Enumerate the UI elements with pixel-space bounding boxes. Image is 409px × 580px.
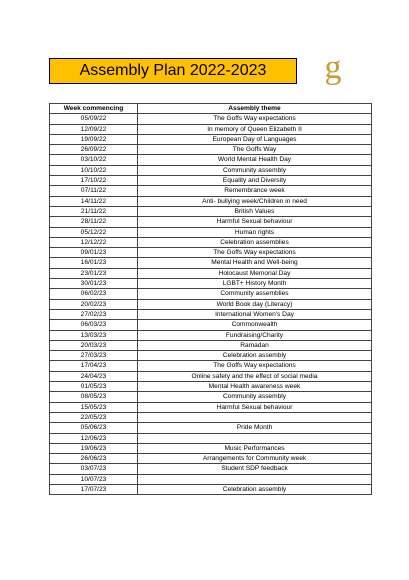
assembly-theme-cell: In memory of Queen Elizabeth II [138, 124, 372, 134]
week-commencing-cell: 22/05/23 [50, 412, 138, 422]
assembly-theme-cell: Online safety and the effect of social media [138, 371, 372, 381]
assembly-plan-table [49, 103, 372, 495]
week-commencing-cell: 09/01/23 [50, 248, 138, 258]
week-commencing-cell: 03/10/22 [50, 155, 138, 165]
week-commencing-cell: 14/11/22 [50, 196, 138, 206]
table-row [50, 165, 372, 175]
table-row [50, 484, 372, 494]
table-row [50, 361, 372, 371]
table-row [50, 134, 372, 144]
assembly-theme-cell: Music Performances [138, 443, 372, 453]
week-commencing-cell: 07/11/22 [50, 186, 138, 196]
assembly-theme-cell [138, 412, 372, 422]
table-row [50, 309, 372, 319]
week-commencing-cell: 26/06/23 [50, 454, 138, 464]
week-commencing-header: Week commencing [50, 104, 138, 114]
week-commencing-cell: 19/06/23 [50, 443, 138, 453]
assembly-theme-cell: Fundraising/Charity [138, 330, 372, 340]
table-row [50, 196, 372, 206]
table-row [50, 248, 372, 258]
week-commencing-cell: 05/12/22 [50, 227, 138, 237]
table-row [50, 155, 372, 165]
table-row [50, 268, 372, 278]
week-commencing-cell: 23/01/23 [50, 268, 138, 278]
assembly-theme-cell: Mental Health awareness week [138, 382, 372, 392]
assembly-theme-cell: The Goffs Way expectations [138, 114, 372, 124]
week-commencing-cell: 30/01/23 [50, 279, 138, 289]
assembly-theme-cell: Anti- bullying week/Children in need [138, 196, 372, 206]
week-commencing-cell: 06/03/23 [50, 320, 138, 330]
assembly-theme-cell: Community assemblies [138, 289, 372, 299]
week-commencing-cell: 15/05/23 [50, 402, 138, 412]
table-row [50, 474, 372, 484]
assembly-theme-cell: Equality and Diversity [138, 176, 372, 186]
week-commencing-cell: 10/07/23 [50, 474, 138, 484]
assembly-theme-cell: Celebration assemblies [138, 237, 372, 247]
week-commencing-cell: 12/06/23 [50, 433, 138, 443]
assembly-theme-cell: Harmful Sexual behaviour [138, 217, 372, 227]
table-row [50, 392, 372, 402]
assembly-theme-cell: The Goffs Way expectations [138, 248, 372, 258]
week-commencing-cell: 06/02/23 [50, 289, 138, 299]
table-row [50, 433, 372, 443]
assembly-theme-cell: Community assembly [138, 165, 372, 175]
week-commencing-cell: 20/03/23 [50, 340, 138, 350]
week-commencing-cell: 10/10/22 [50, 165, 138, 175]
assembly-theme-cell: World Book day (Literacy) [138, 299, 372, 309]
assembly-theme-cell: Harmful Sexual behaviour [138, 402, 372, 412]
assembly-theme-cell: Celebration assembly [138, 351, 372, 361]
assembly-theme-cell: Holocaust Memorial Day [138, 268, 372, 278]
table-row [50, 289, 372, 299]
assembly-theme-cell: Celebration assembly [138, 484, 372, 494]
week-commencing-cell: 20/02/23 [50, 299, 138, 309]
assembly-theme-cell: Remembrance week [138, 186, 372, 196]
week-commencing-cell: 24/04/23 [50, 371, 138, 381]
table-row [50, 114, 372, 124]
assembly-theme-cell: Pride Month [138, 423, 372, 433]
assembly-theme-cell: International Women's Day [138, 309, 372, 319]
week-commencing-cell: 17/04/23 [50, 361, 138, 371]
assembly-theme-cell: Commonwealth [138, 320, 372, 330]
assembly-theme-cell: Human rights [138, 227, 372, 237]
assembly-theme-cell: Arrangements for Community week [138, 454, 372, 464]
assembly-theme-cell: British Values [138, 206, 372, 216]
table-row [50, 351, 372, 361]
week-commencing-cell: 19/09/22 [50, 134, 138, 144]
week-commencing-cell: 21/11/22 [50, 206, 138, 216]
table-row [50, 124, 372, 134]
week-commencing-cell: 17/10/22 [50, 176, 138, 186]
table-row [50, 279, 372, 289]
week-commencing-cell: 28/11/22 [50, 217, 138, 227]
table-row [50, 330, 372, 340]
week-commencing-cell: 05/09/22 [50, 114, 138, 124]
table-row [50, 176, 372, 186]
assembly-theme-cell: The Goffs Way expectations [138, 361, 372, 371]
week-commencing-cell: 27/02/23 [50, 309, 138, 319]
table-row [50, 382, 372, 392]
week-commencing-cell: 12/09/22 [50, 124, 138, 134]
table-row [50, 237, 372, 247]
week-commencing-cell: 17/07/23 [50, 484, 138, 494]
assembly-theme-cell: Student SDP feedback [138, 464, 372, 474]
table-row [50, 340, 372, 350]
goffs-g-logo-icon [318, 55, 348, 91]
assembly-theme-cell: LGBT+ History Month [138, 279, 372, 289]
assembly-theme-cell: World Mental Health Day [138, 155, 372, 165]
week-commencing-cell: 26/09/22 [50, 145, 138, 155]
assembly-theme-cell [138, 474, 372, 484]
table-row [50, 454, 372, 464]
week-commencing-cell: 12/12/22 [50, 237, 138, 247]
week-commencing-cell: 03/07/23 [50, 464, 138, 474]
table-row [50, 423, 372, 433]
assembly-theme-cell [138, 433, 372, 443]
assembly-theme-cell: Community assembly [138, 392, 372, 402]
assembly-theme-header: Assembly theme [138, 104, 372, 114]
table-row [50, 227, 372, 237]
assembly-theme-cell: The Goffs Way [138, 145, 372, 155]
table-row [50, 217, 372, 227]
table-row [50, 258, 372, 268]
table-row [50, 186, 372, 196]
week-commencing-cell: 27/03/23 [50, 351, 138, 361]
table-row [50, 402, 372, 412]
table-header-row [50, 104, 372, 114]
table-row [50, 206, 372, 216]
table-row [50, 371, 372, 381]
assembly-theme-cell: Mental Health and Well-being [138, 258, 372, 268]
table-row [50, 320, 372, 330]
assembly-plan-rows [50, 114, 372, 495]
table-row [50, 464, 372, 474]
week-commencing-cell: 13/03/23 [50, 330, 138, 340]
document-title: Assembly Plan 2022-2023 [49, 58, 297, 84]
week-commencing-cell: 01/05/23 [50, 382, 138, 392]
assembly-theme-cell: Ramadan [138, 340, 372, 350]
table-row [50, 443, 372, 453]
table-row [50, 412, 372, 422]
week-commencing-cell: 08/05/23 [50, 392, 138, 402]
week-commencing-cell: 16/01/23 [50, 258, 138, 268]
table-row [50, 145, 372, 155]
assembly-theme-cell: European Day of Languages [138, 134, 372, 144]
table-row [50, 299, 372, 309]
logo-letter: g [324, 55, 342, 86]
week-commencing-cell: 05/06/23 [50, 423, 138, 433]
